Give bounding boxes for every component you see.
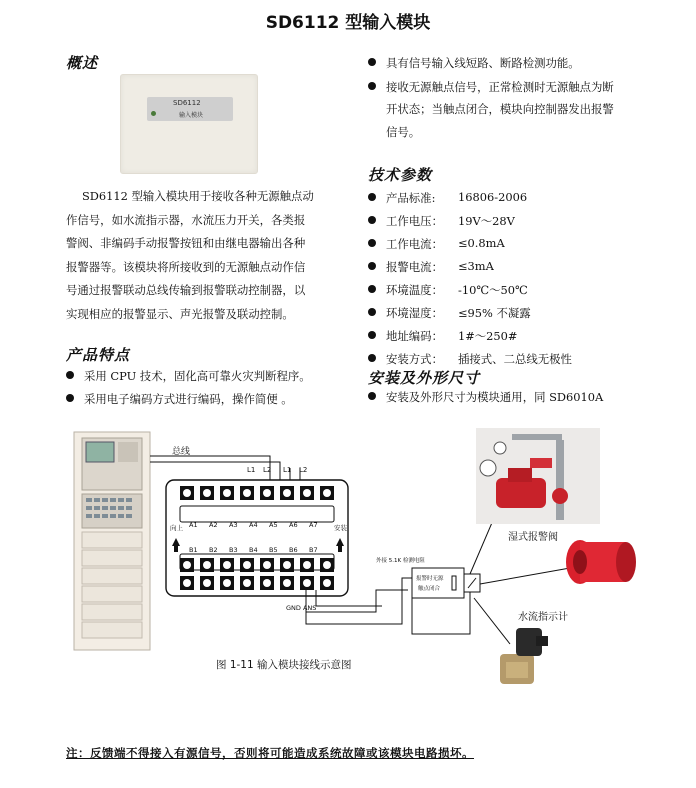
flow-label: 水流指示计 bbox=[518, 612, 568, 623]
install-label: 安装 bbox=[334, 524, 347, 532]
device-photo bbox=[120, 74, 258, 174]
list-item: 安装及外形尺寸为模块通用，同 SD6010A bbox=[368, 386, 668, 409]
terminal-label: A3 bbox=[229, 521, 238, 529]
list-item: 具有信号输入线短路、断路检测功能。 bbox=[368, 52, 658, 75]
bullet-icon bbox=[368, 285, 376, 293]
bullet-icon bbox=[368, 354, 376, 362]
wet-alarm-valve-image bbox=[476, 428, 600, 524]
terminal-label: B4 bbox=[249, 546, 258, 554]
param-row: 工作电流： ≤0.8mA bbox=[368, 236, 443, 252]
param-row: 安装方式： 插接式、二总线无极性 bbox=[368, 351, 443, 367]
bullet-icon bbox=[368, 392, 376, 400]
bullet-icon bbox=[368, 262, 376, 270]
bullet-icon bbox=[368, 216, 376, 224]
terminal-label: A7 bbox=[309, 521, 318, 529]
bullet-icon bbox=[368, 239, 376, 247]
pressure-switch-image bbox=[500, 628, 548, 684]
terminal-label: B6 bbox=[289, 546, 298, 554]
list-item-continuation: 开状态；当触点闭合，模块向控制器发出报警 bbox=[386, 102, 614, 116]
terminal-label: A1 bbox=[189, 521, 198, 529]
bullet-icon bbox=[368, 193, 376, 201]
terminal-l2b: L2 bbox=[299, 466, 308, 474]
up-label: 向上 bbox=[170, 524, 183, 532]
overview-line: SD6112 型输入模块用于接收各种无源触点动 bbox=[82, 189, 314, 203]
list-item-continuation: 信号。 bbox=[386, 124, 421, 139]
overview-heading: 概述 bbox=[66, 54, 99, 72]
overview-line: 实现相应的报警显示、声光报警及联动控制。 bbox=[66, 306, 294, 321]
terminal-l1: L1 bbox=[247, 466, 256, 474]
bullet-icon bbox=[66, 394, 74, 402]
terminal-label: B1 bbox=[189, 546, 198, 554]
list-item: 采用电子编码方式进行编码，操作简便 。 bbox=[66, 388, 366, 411]
valve-label: 湿式报警阀 bbox=[508, 532, 558, 543]
resistor-label: 外接 5.1K 检测电阻 bbox=[376, 558, 425, 564]
overview-line: 报警器等。该模块将所接收到的无源触点动作信 bbox=[66, 259, 306, 274]
terminal-label: B5 bbox=[269, 546, 278, 554]
bullet-icon bbox=[66, 371, 74, 379]
overview-line: 作信号，如水流指示器，水流压力开关，各类报 bbox=[66, 212, 306, 227]
contact-label-2: 触点闭合 bbox=[418, 586, 441, 592]
param-row: 环境湿度： ≤95% 不凝露 bbox=[368, 305, 443, 321]
list-item: 接收无源触点信号，正常检测时无源触点为断 bbox=[368, 76, 658, 99]
wiring-diagram bbox=[60, 428, 640, 690]
terminal-label: B3 bbox=[229, 546, 238, 554]
features-list bbox=[66, 365, 366, 410]
footnote: 注：反馈端不得接入有源信号，否则将可能造成系统故障或该模块电路损坏。 bbox=[66, 746, 474, 760]
param-row: 地址编码： 1#～250# bbox=[368, 328, 443, 344]
overview-paragraph bbox=[66, 185, 346, 326]
param-row: 环境温度： -10℃～50℃ bbox=[368, 282, 443, 298]
gnd-ans-label: GND ANS bbox=[286, 604, 317, 612]
terminal-label: A6 bbox=[289, 521, 298, 529]
param-row: 报警电流： ≤3mA bbox=[368, 259, 443, 275]
figure-caption: 图 1-11 输入模块接线示意图 bbox=[216, 659, 352, 671]
flow-indicator-image bbox=[566, 540, 636, 584]
terminal-label: A4 bbox=[249, 521, 258, 529]
install-list bbox=[368, 386, 668, 409]
controller-cabinet-image bbox=[74, 432, 150, 650]
terminal-label: B7 bbox=[309, 546, 318, 554]
list-item: 采用 CPU 技术，固化高可靠火灾判断程序。 bbox=[66, 365, 366, 388]
bullet-icon bbox=[368, 82, 376, 90]
module-board bbox=[166, 480, 348, 596]
param-row: 工作电压： 19V～28V bbox=[368, 213, 443, 229]
bus-label: 总线 bbox=[172, 447, 191, 457]
right-feature-list bbox=[368, 52, 658, 143]
tech-heading: 技术参数 bbox=[368, 166, 433, 184]
page-title: SD6112 型输入模块 bbox=[265, 13, 431, 33]
features-heading: 产品特点 bbox=[66, 346, 131, 364]
install-heading: 安装及外形尺寸 bbox=[368, 369, 481, 387]
device-sub: 输入模块 bbox=[179, 112, 204, 119]
overview-line: 号通过报警联动总线传输到报警联动控制器，以 bbox=[66, 283, 306, 297]
contact-label-1: 报警时无源 bbox=[416, 576, 444, 582]
terminal-l1b: L1 bbox=[283, 466, 292, 474]
bullet-icon bbox=[368, 331, 376, 339]
overview-line: 警阀、非编码手动报警按钮和由继电器输出各种 bbox=[66, 236, 306, 250]
terminal-l2: L2 bbox=[263, 466, 272, 474]
param-row: 产品标准: 16806-2006 bbox=[368, 190, 435, 206]
terminal-label: A5 bbox=[269, 521, 278, 529]
terminal-label: B2 bbox=[209, 546, 218, 554]
bullet-icon bbox=[368, 58, 376, 66]
bullet-icon bbox=[368, 308, 376, 316]
device-label: SD6112 bbox=[173, 99, 201, 107]
terminal-label: A2 bbox=[209, 521, 218, 529]
